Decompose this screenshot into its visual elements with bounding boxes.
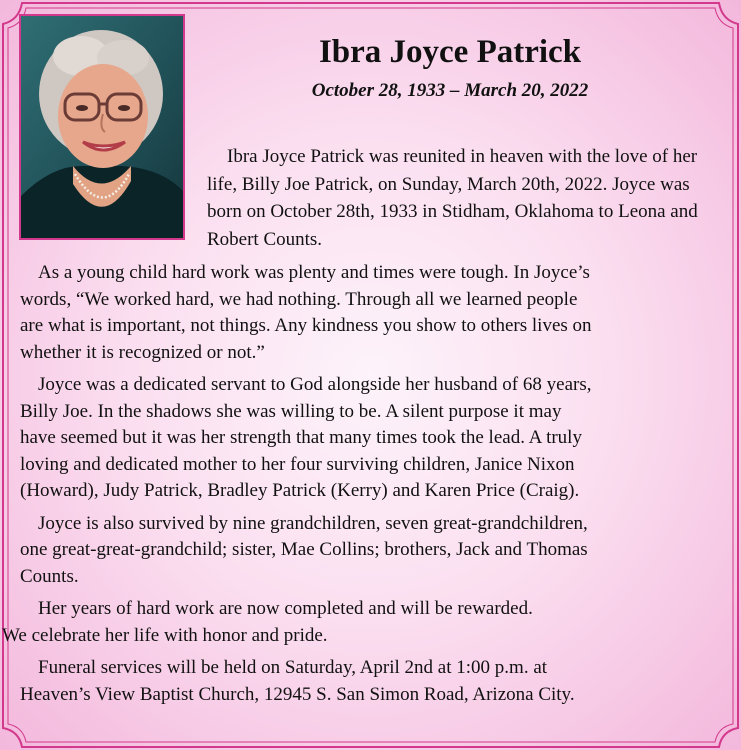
deceased-name: Ibra Joyce Patrick <box>318 34 582 70</box>
text-line: have seemed but it was her strength that many times took the lead. A truly <box>20 427 582 448</box>
paragraph-services <box>20 655 730 708</box>
text-line: As a young child hard work was plenty and times were tough. In Joyce’s <box>38 262 590 283</box>
text-line: Her years of hard work are now completed and will be rewarded. <box>38 598 533 619</box>
text-line: Heaven’s View Baptist Church, 12945 S. San Simon Road, Arizona City. <box>20 683 575 705</box>
obituary-body <box>2 260 730 714</box>
paragraph-childhood <box>20 260 730 366</box>
text-line: loving and dedicated mother to her four surviving children, Janice Nixon <box>20 453 575 475</box>
text-line: Funeral services will be held on Saturday, April 2nd at 1:00 p.m. at <box>38 657 548 678</box>
paragraph-faith-family <box>20 372 730 505</box>
text-line: are what is important, not things. Any kindness you show to others lives on <box>20 315 592 336</box>
text-line: We celebrate her life with honor and pride. <box>2 624 328 646</box>
paragraph-tribute <box>2 596 730 649</box>
text-line: Counts. <box>20 565 79 587</box>
text-line: one great-great-grandchild; sister, Mae Collins; brothers, Jack and Thomas <box>20 539 588 560</box>
text-line: whether it is recognized or not.” <box>20 341 265 363</box>
text-line: (Howard), Judy Patrick, Bradley Patrick (Kerry) and Karen Price (Craig). <box>20 480 580 501</box>
portrait-photo <box>19 14 185 240</box>
paragraph-survivors <box>20 511 730 591</box>
life-dates: October 28, 1933 – March 20, 2022 <box>311 80 589 101</box>
text-line: words, “We worked hard, we had nothing. Through all we learned people <box>20 288 578 310</box>
text-line: Joyce is also survived by nine grandchildren, seven great-grandchildren, <box>38 512 588 534</box>
intro-paragraph: Ibra Joyce Patrick was reunited in heaven with the love of her life, Billy Joe Patrick, on Sunday, March 20th, 2022. Joyce was born on October 28th, 1933 in Stidham, Oklahoma to Leona and Robert Counts. <box>207 146 698 250</box>
text-line: Joyce was a dedicated servant to God alongside her husband of 68 years, <box>38 374 592 395</box>
portrait-illustration <box>21 16 183 238</box>
text-line: Billy Joe. In the shadows she was willing to be. A silent purpose it may <box>20 400 562 422</box>
